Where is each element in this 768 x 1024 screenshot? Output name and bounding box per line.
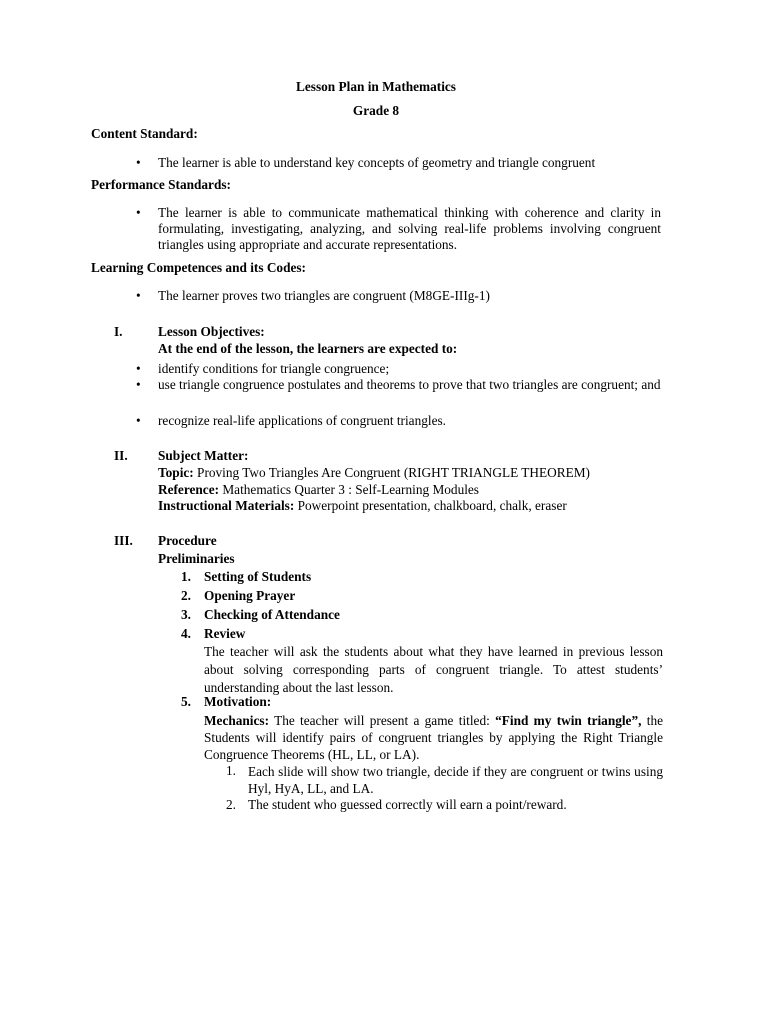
step-number: 3. xyxy=(181,607,191,622)
objective-item: identify conditions for triangle congruence; xyxy=(158,361,390,376)
mechanics-description: the Students will identify pairs of congruent triangles by applying the Right Triangle Congruence Theorems (HL, LL, or LA). xyxy=(204,713,663,762)
competences-item: The learner proves two triangles are congruent (M8GE-IIIg-1) xyxy=(158,288,490,303)
step-label: Motivation: xyxy=(204,694,272,709)
rule-number: 2. xyxy=(226,797,236,812)
bullet-glyph: • xyxy=(136,205,141,220)
rule-number: 1. xyxy=(226,763,236,778)
reference-line xyxy=(158,482,479,498)
section-numeral-iii: III. xyxy=(114,533,133,548)
subject-matter-heading: Subject Matter: xyxy=(158,448,249,463)
reference-label: Reference: xyxy=(158,482,220,497)
materials-label: Instructional Materials: xyxy=(158,498,295,513)
topic-label: Topic: xyxy=(158,465,194,480)
game-title: “Find my twin triangle”, xyxy=(495,713,642,728)
performance-standards-heading: Performance Standards: xyxy=(91,177,231,192)
step-label: Setting of Students xyxy=(204,569,312,584)
materials-line xyxy=(158,498,567,514)
mechanics-label: Mechanics: xyxy=(204,713,269,728)
step-number: 4. xyxy=(181,626,191,641)
preliminaries-heading: Preliminaries xyxy=(158,551,235,566)
reference-value: Mathematics Quarter 3 : Self-Learning Modules xyxy=(219,482,479,497)
topic-line xyxy=(158,465,590,481)
step-label: Opening Prayer xyxy=(204,588,296,603)
grade-level: Grade 8 xyxy=(352,103,400,118)
content-standard-heading: Content Standard: xyxy=(91,126,198,141)
section-numeral-ii: II. xyxy=(114,448,128,463)
rule-text: Each slide will show two triangle, decide if they are congruent or twins using Hyl, HyA, LL, and LA. xyxy=(248,764,663,796)
review-text: The teacher will ask the students about what they have learned in previous lesson about solving corresponding parts of congruent triangle. To attest students’ understanding about the last lesson. xyxy=(204,644,663,695)
objective-item: recognize real-life applications of congruent triangles. xyxy=(158,413,446,428)
objectives-intro: At the end of the lesson, the learners are expected to: xyxy=(158,341,458,356)
step-number: 2. xyxy=(181,588,191,603)
objectives-heading: Lesson Objectives: xyxy=(158,324,265,339)
step-label: Checking of Attendance xyxy=(204,607,340,622)
document-title: Lesson Plan in Mathematics xyxy=(296,79,456,94)
section-numeral-i: I. xyxy=(114,324,123,339)
rule-text: The student who guessed correctly will earn a point/reward. xyxy=(248,797,567,812)
procedure-heading: Procedure xyxy=(158,533,217,548)
step-label: Review xyxy=(204,626,246,641)
bullet-glyph: • xyxy=(136,155,141,170)
bullet-glyph: • xyxy=(136,288,141,303)
mechanics-paragraph xyxy=(204,712,663,763)
step-number: 5. xyxy=(181,694,191,709)
content-standard-item: The learner is able to understand key concepts of geometry and triangle congruent xyxy=(158,155,596,170)
performance-standards-item: The learner is able to communicate mathematical thinking with coherence and clarity in formulating, investigating, analyzing, and solving real-life problems involving congruent triangles using appropriate and accurate representations. xyxy=(158,205,661,252)
materials-value: Powerpoint presentation, chalkboard, chalk, eraser xyxy=(294,498,567,513)
bullet-glyph: • xyxy=(136,377,141,392)
step-number: 1. xyxy=(181,569,191,584)
bullet-glyph: • xyxy=(136,413,141,428)
objective-item: use triangle congruence postulates and theorems to prove that two triangles are congruent; and xyxy=(158,377,661,392)
bullet-glyph: • xyxy=(136,361,141,376)
topic-value: Proving Two Triangles Are Congruent (RIGHT TRIANGLE THEOREM) xyxy=(193,465,590,480)
competences-heading: Learning Competences and its Codes: xyxy=(91,260,306,275)
mechanics-intro: The teacher will present a game titled: xyxy=(269,713,496,728)
